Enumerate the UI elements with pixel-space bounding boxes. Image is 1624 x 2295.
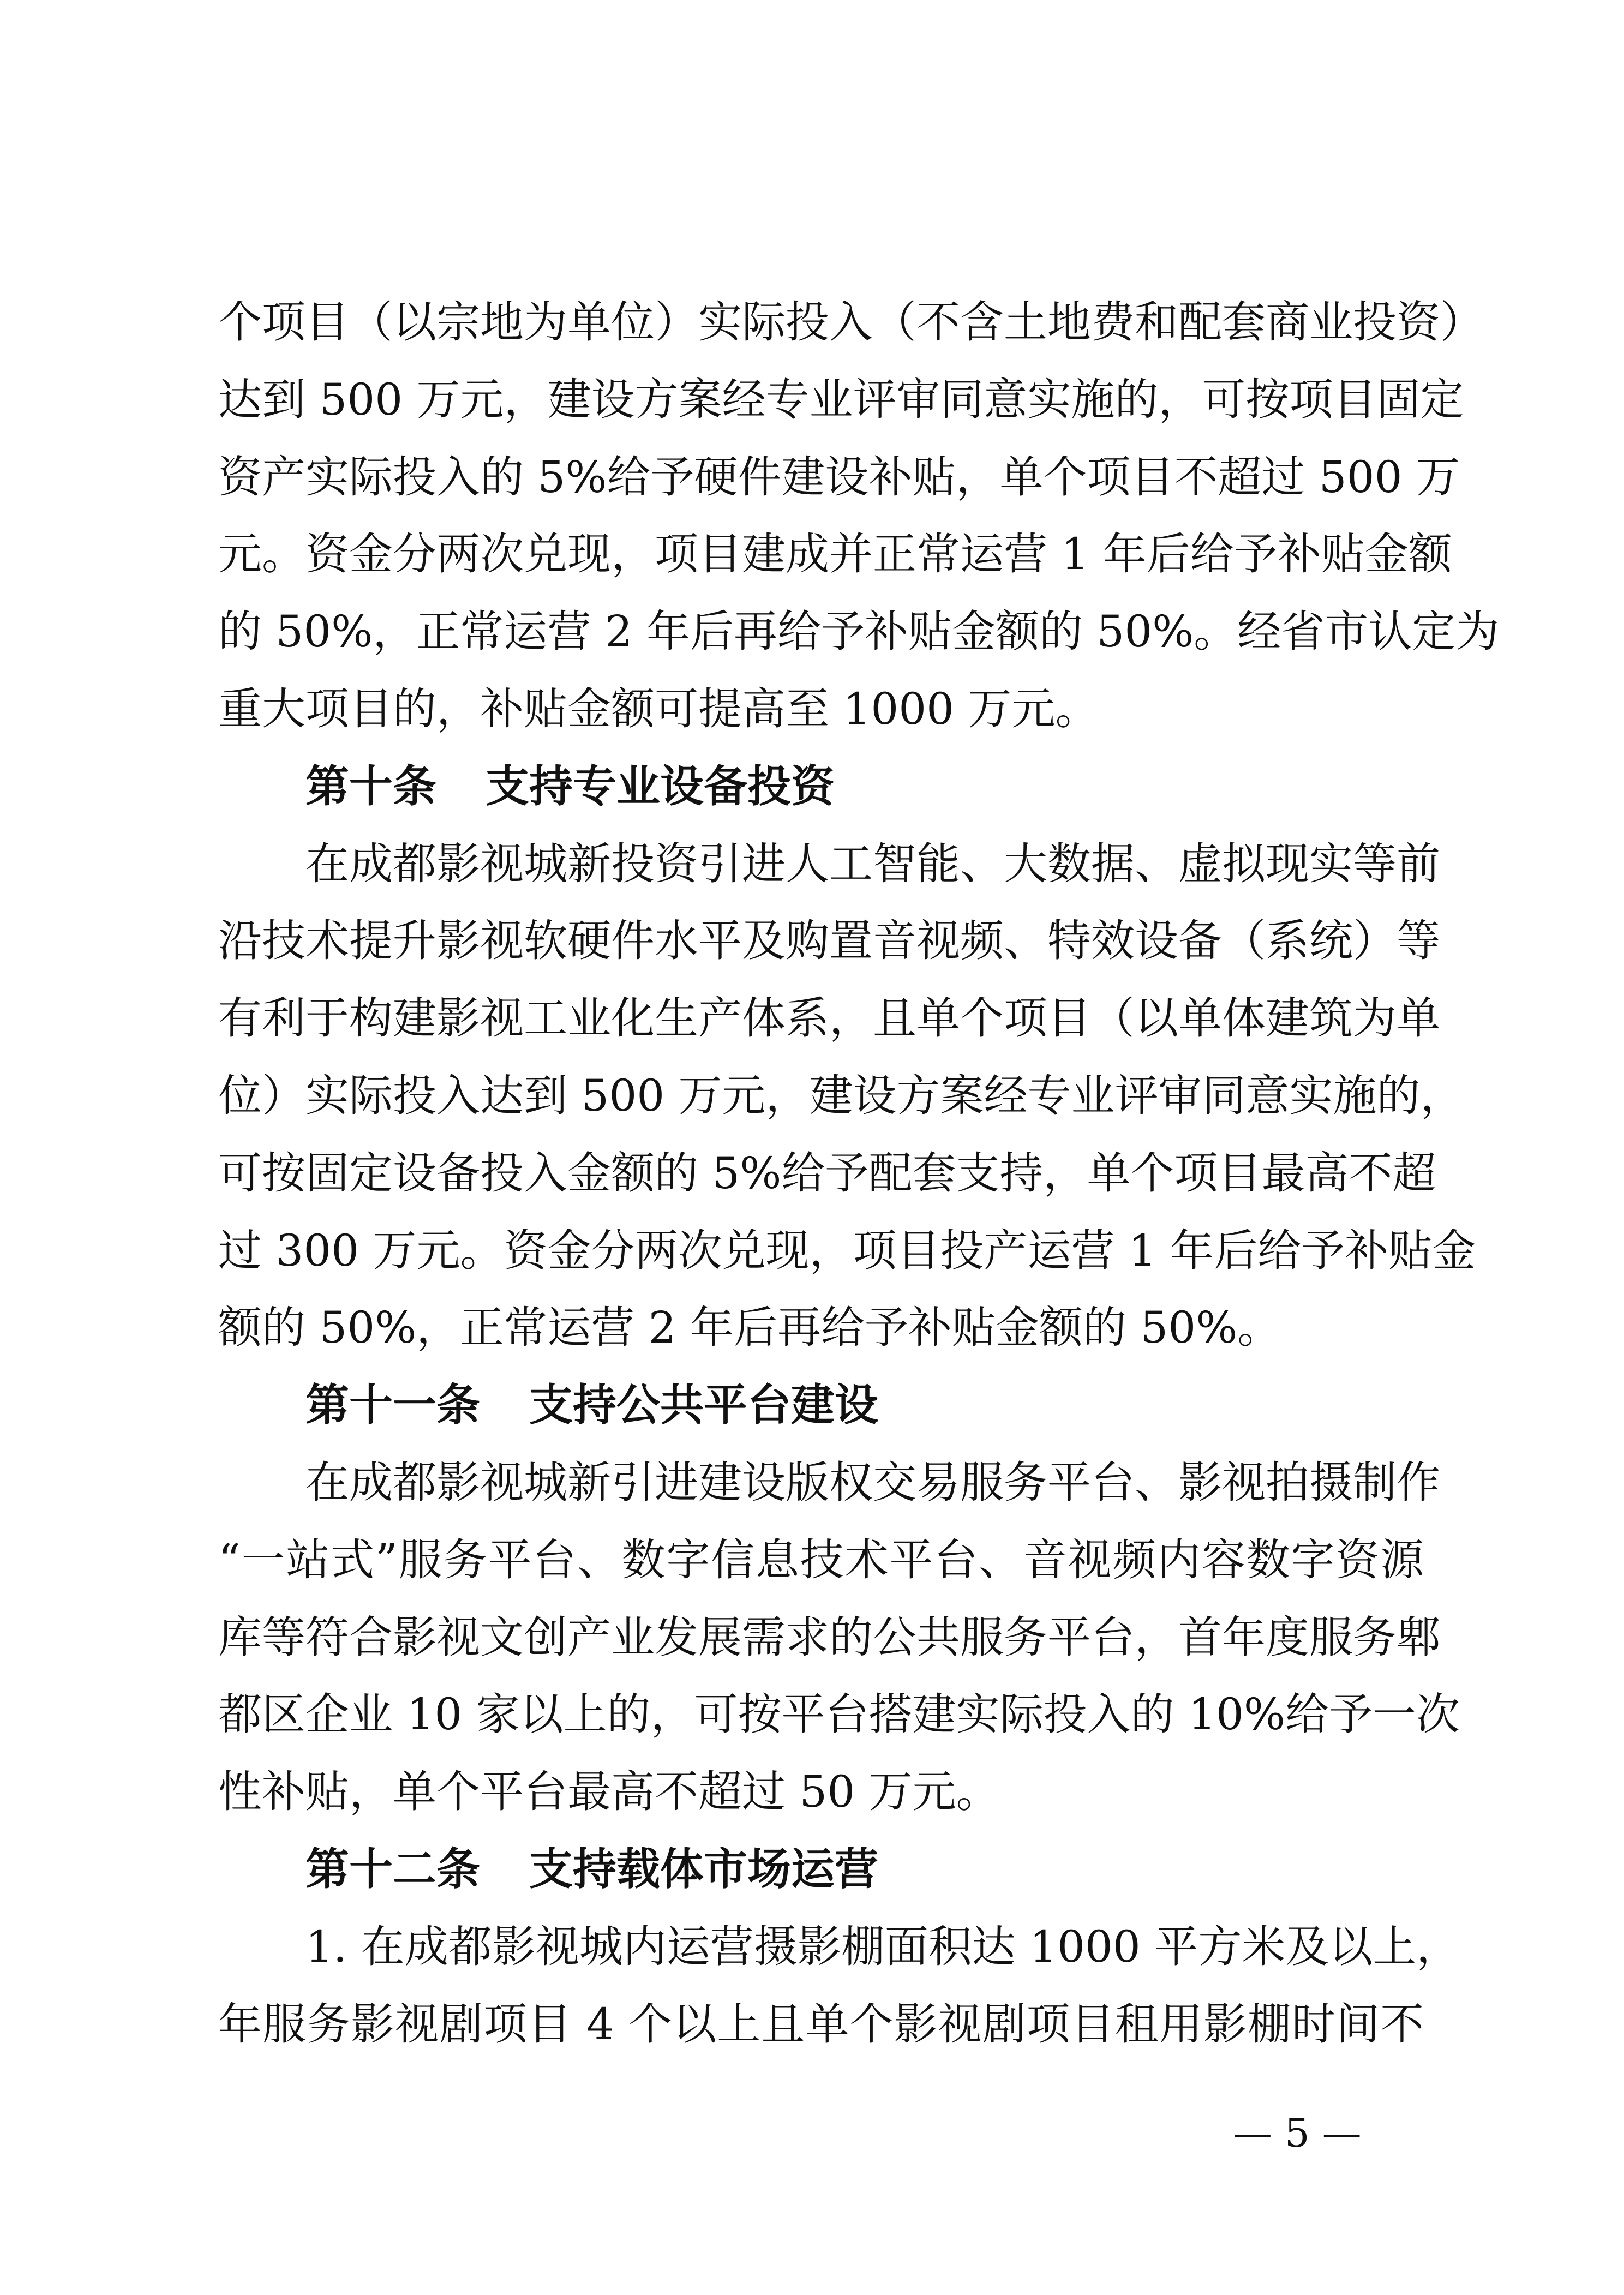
paragraph-line: 额的 50%，正常运营 2 年后再给予补贴金额的 50%。 <box>218 1302 1281 1353</box>
paragraph-line: 都区企业 10 家以上的，可按平台搭建实际投入的 10%给予一次 <box>218 1689 1460 1740</box>
article-number: 第十条 <box>305 760 436 812</box>
paragraph-line: 位）实际投入达到 500 万元，建设方案经专业评审同意实施的， <box>218 1070 1464 1121</box>
paragraph-line: 资产实际投入的 5%给予硬件建设补贴，单个项目不超过 500 万 <box>218 451 1460 502</box>
article-11-heading <box>218 1367 1424 1444</box>
paragraph-line: 库等符合影视文创产业发展需求的公共服务平台，首年度服务郫 <box>218 1611 1440 1663</box>
paragraph-line: 性补贴，单个平台最高不超过 50 万元。 <box>218 1766 1000 1818</box>
paragraph-line: 年服务影视剧项目 4 个以上且单个影视剧项目租用影棚时间不 <box>218 1998 1424 2050</box>
paragraph-line: 元。资金分两次兑现，项目建成并正常运营 1 年后给予补贴金额 <box>218 529 1452 580</box>
paragraph-line: 个项目（以宗地为单位）实际投入（不含土地费和配套商业投资） <box>218 297 1484 347</box>
paragraph-line: 重大项目的，补贴金额可提高至 1000 万元。 <box>218 683 1099 734</box>
paragraph-line: 过 300 万元。资金分两次兑现，项目投产运营 1 年后给予补贴金 <box>218 1225 1476 1276</box>
paragraph-line: 有利于构建影视工业化生产体系，且单个项目（以单体建筑为单 <box>218 993 1440 1044</box>
paragraph-line: 的 50%，正常运营 2 年后再给予补贴金额的 50%。经省市认定为 <box>218 606 1500 657</box>
article-title: 支持专业设备投资 <box>486 760 835 812</box>
article-12-heading <box>218 1831 1424 1908</box>
article-title: 支持公共平台建设 <box>529 1380 878 1431</box>
paragraph-line: 沿技术提升影视软硬件水平及购置音视频、特效设备（系统）等 <box>218 915 1440 967</box>
article-10-heading <box>218 748 1424 825</box>
paragraph-line: 可按固定设备投入金额的 5%给予配套支持，单个项目最高不超 <box>218 1147 1436 1199</box>
paragraph-line: 在成都影视城新投资引进人工智能、大数据、虚拟现实等前 <box>305 838 1440 889</box>
page-number: — 5 — <box>1233 2110 1362 2156</box>
article-number: 第十二条 <box>305 1843 480 1895</box>
paragraph-line: 达到 500 万元，建设方案经专业评审同意实施的，可按项目固定 <box>218 374 1464 425</box>
paragraph-line: 在成都影视城新引进建设版权交易服务平台、影视拍摄制作 <box>305 1457 1440 1508</box>
article-title: 支持载体市场运营 <box>529 1843 878 1895</box>
document-body <box>218 284 1500 2063</box>
paragraph-line: “一站式”服务平台、数字信息技术平台、音视频内容数字资源 <box>218 1534 1424 1585</box>
paragraph-line: 1. 在成都影视城内运营摄影棚面积达 1000 平方米及以上， <box>305 1921 1460 1972</box>
article-number: 第十一条 <box>305 1380 480 1431</box>
